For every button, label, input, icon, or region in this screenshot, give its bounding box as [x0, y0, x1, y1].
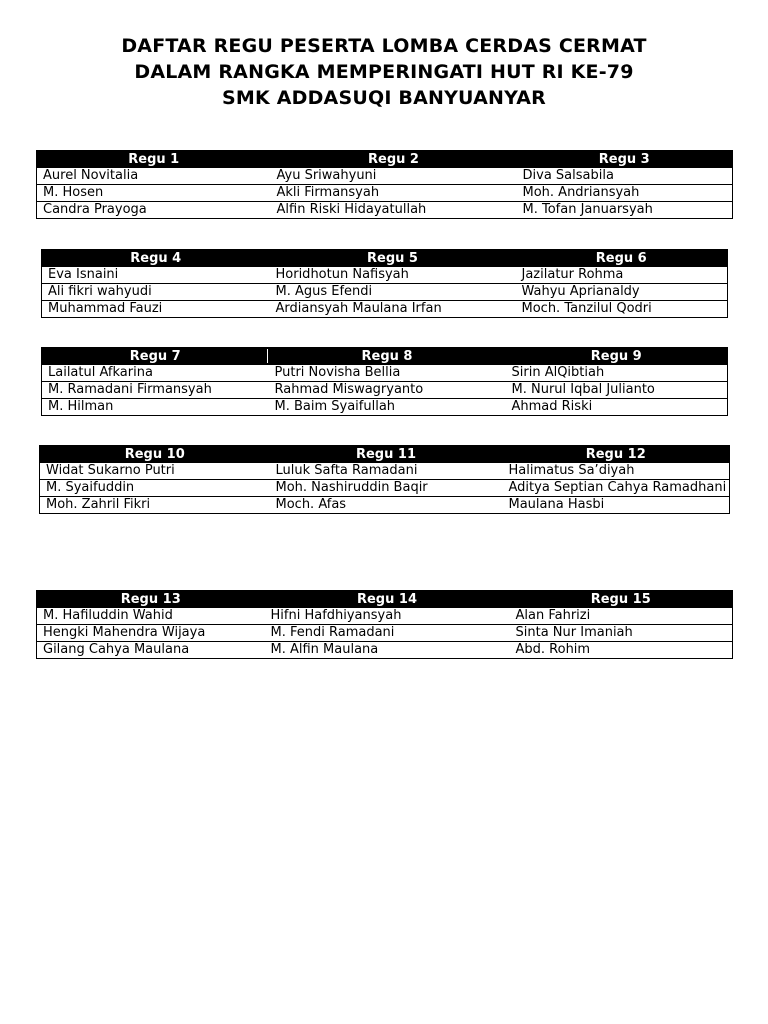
table-row: [42, 284, 728, 301]
member-name: Wahyu Aprianaldy: [516, 284, 728, 301]
member-name: Moch. Afas: [270, 497, 503, 514]
document-title-line-1: DAFTAR REGU PESERTA LOMBA CERDAS CERMAT: [121, 35, 647, 57]
table-row: [40, 497, 730, 514]
member-name: Ahmad Riski: [506, 399, 728, 416]
member-name: Muhammad Fauzi: [42, 301, 270, 318]
document-title-line-3: SMK ADDASUQI BANYUANYAR: [221, 87, 546, 109]
team-header: Regu 8: [269, 348, 506, 365]
team-table-5: [36, 590, 733, 659]
team-header: Regu 6: [516, 250, 728, 267]
team-table-header-row: [40, 446, 730, 463]
table-row: [40, 463, 730, 480]
member-name: Horidhotun Nafisyah: [270, 267, 516, 284]
team-header: Regu 13: [37, 591, 265, 608]
team-header: Regu 10: [40, 446, 270, 463]
member-name: M. Ramadani Firmansyah: [42, 382, 269, 399]
member-name: M. Agus Efendi: [270, 284, 516, 301]
member-name: Gilang Cahya Maulana: [37, 642, 265, 659]
member-name: Luluk Safta Ramadani: [270, 463, 503, 480]
member-name: Jazilatur Rohma: [516, 267, 728, 284]
team-table-2: [41, 249, 728, 318]
team-table-header-row: [37, 151, 733, 168]
team-header: Regu 9: [506, 348, 728, 365]
member-name: Eva Isnaini: [42, 267, 270, 284]
member-name: Sirin AlQibtiah: [506, 365, 728, 382]
team-header: Regu 12: [503, 446, 730, 463]
team-table-header-row: [37, 591, 733, 608]
table-row: [37, 202, 733, 219]
table-row: [37, 185, 733, 202]
member-name: M. Hilman: [42, 399, 269, 416]
document-title-line-2: DALAM RANGKA MEMPERINGATI HUT RI KE-79: [134, 61, 634, 83]
member-name: Diva Salsabila: [517, 168, 733, 185]
team-header: Regu 5: [270, 250, 516, 267]
member-name: Sinta Nur Imaniah: [510, 625, 733, 642]
member-name: Alfin Riski Hidayatullah: [271, 202, 517, 219]
table-row: [37, 608, 733, 625]
table-row: [42, 365, 728, 382]
member-name: M. Baim Syaifullah: [269, 399, 506, 416]
member-name: Ayu Sriwahyuni: [271, 168, 517, 185]
member-name: M. Nurul Iqbal Julianto: [506, 382, 728, 399]
member-name: Ardiansyah Maulana Irfan: [270, 301, 516, 318]
member-name: Aditya Septian Cahya Ramadhani: [503, 480, 730, 497]
team-header: Regu 1: [37, 151, 271, 168]
member-name: Abd. Rohim: [510, 642, 733, 659]
team-table-header-row: [42, 348, 728, 365]
team-table-4: [39, 445, 730, 514]
table-row: [42, 267, 728, 284]
team-table-1: [36, 150, 733, 219]
table-row: [42, 382, 728, 399]
table-row: [37, 625, 733, 642]
member-name: Hifni Hafdhiyansyah: [265, 608, 510, 625]
table-row: [37, 168, 733, 185]
member-name: Ali fikri wahyudi: [42, 284, 270, 301]
team-header: Regu 15: [510, 591, 733, 608]
member-name: M. Tofan Januarsyah: [517, 202, 733, 219]
team-header: Regu 11: [270, 446, 503, 463]
header-divider: [267, 349, 268, 363]
member-name: Putri Novisha Bellia: [269, 365, 506, 382]
team-header: Regu 7: [42, 348, 269, 365]
table-row: [42, 301, 728, 318]
team-header: Regu 14: [265, 591, 510, 608]
member-name: Moh. Nashiruddin Baqir: [270, 480, 503, 497]
member-name: Widat Sukarno Putri: [40, 463, 270, 480]
team-header: Regu 4: [42, 250, 270, 267]
member-name: M. Alfin Maulana: [265, 642, 510, 659]
member-name: Aurel Novitalia: [37, 168, 271, 185]
member-name: M. Syaifuddin: [40, 480, 270, 497]
table-row: [37, 642, 733, 659]
table-row: [42, 399, 728, 416]
member-name: Akli Firmansyah: [271, 185, 517, 202]
member-name: M. Fendi Ramadani: [265, 625, 510, 642]
member-name: Maulana Hasbi: [503, 497, 730, 514]
member-name: M. Hafiluddin Wahid: [37, 608, 265, 625]
team-header: Regu 2: [271, 151, 517, 168]
member-name: Rahmad Miswagryanto: [269, 382, 506, 399]
member-name: M. Hosen: [37, 185, 271, 202]
member-name: Moh. Zahril Fikri: [40, 497, 270, 514]
member-name: Moch. Tanzilul Qodri: [516, 301, 728, 318]
team-table-3: [41, 347, 728, 416]
member-name: Candra Prayoga: [37, 202, 271, 219]
member-name: Moh. Andriansyah: [517, 185, 733, 202]
table-row: [40, 480, 730, 497]
team-table-header-row: [42, 250, 728, 267]
team-header: Regu 3: [517, 151, 733, 168]
member-name: Halimatus Sa’diyah: [503, 463, 730, 480]
member-name: Alan Fahrizi: [510, 608, 733, 625]
member-name: Lailatul Afkarina: [42, 365, 269, 382]
member-name: Hengki Mahendra Wijaya: [37, 625, 265, 642]
